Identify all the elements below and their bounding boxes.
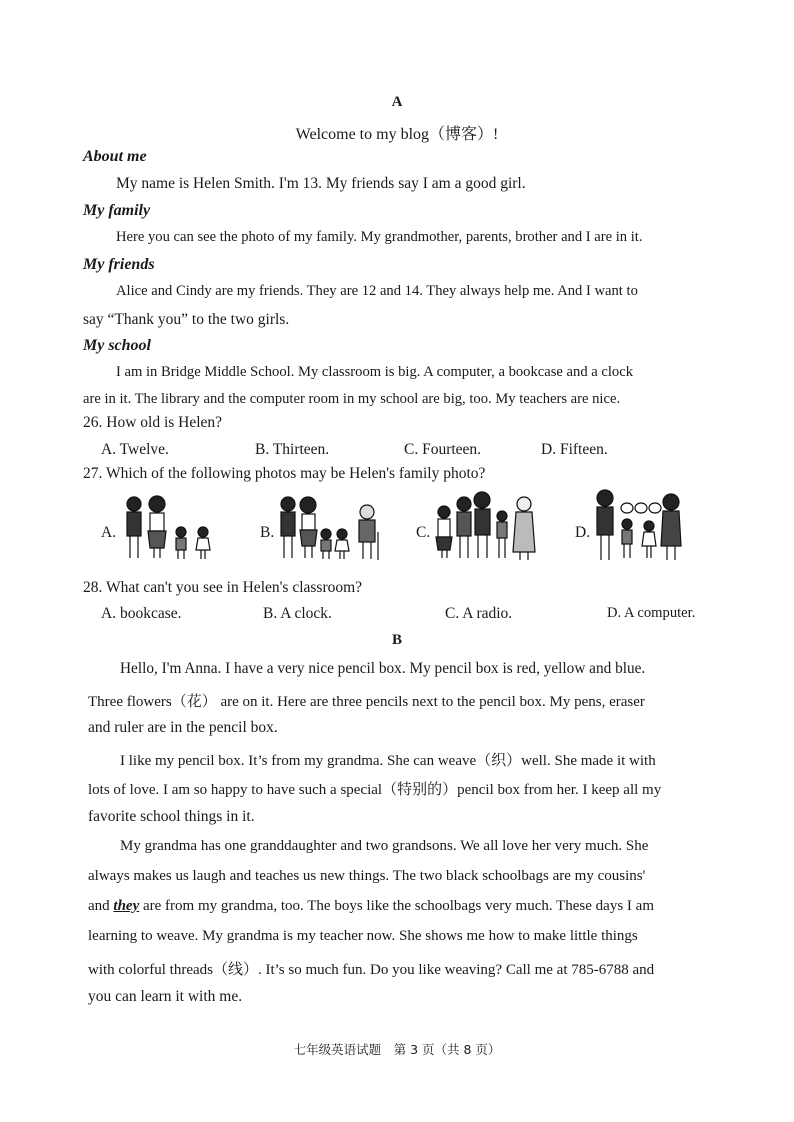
- family-photo-b[interactable]: [276, 492, 386, 566]
- q26-option-d[interactable]: D. Fifteen.: [541, 441, 608, 458]
- heading-my-friends: My friends: [83, 256, 155, 273]
- q28-option-a[interactable]: A. bookcase.: [101, 605, 182, 622]
- about-me-text: My name is Helen Smith. I'm 13. My friends say I am a good girl.: [116, 175, 526, 192]
- underlined-word-they: they: [113, 898, 140, 914]
- q26-option-b[interactable]: B. Thirteen.: [255, 441, 330, 458]
- b-p3-line3-prefix: and: [88, 898, 114, 914]
- q27-option-a[interactable]: A.: [101, 524, 117, 541]
- b-p2-line3: favorite school things in it.: [88, 808, 255, 825]
- family-photo-a[interactable]: [117, 492, 223, 566]
- q26-stem: 26. How old is Helen?: [83, 414, 223, 431]
- q28-option-d[interactable]: D. A computer.: [607, 605, 696, 621]
- b-p1-line2: Three flowers（花） are on it. Here are three pencils next to the pencil box. My pens, eraser: [88, 694, 645, 710]
- my-friends-text-2: say “Thank you” to the two girls.: [83, 311, 290, 328]
- my-family-text: Here you can see the photo of my family. My grandmother, parents, brother and I are in it.: [116, 229, 643, 245]
- b-p2-line2: lots of love. I am so happy to have such a special（特别的）pencil box from her. I keep all my: [88, 782, 662, 798]
- b-p3-line3: [88, 898, 654, 915]
- heading-my-school: My school: [83, 337, 151, 354]
- q27-option-d[interactable]: D.: [575, 524, 591, 541]
- q26-option-c[interactable]: C. Fourteen.: [404, 441, 482, 458]
- q28-option-c[interactable]: C. A radio.: [445, 605, 513, 622]
- my-friends-text-1: Alice and Cindy are my friends. They are 12 and 14. They always help me. And I want to: [116, 283, 638, 299]
- q26-option-a[interactable]: A. Twelve.: [101, 441, 169, 458]
- part-b-label: B: [391, 632, 402, 648]
- b-p3-line6: you can learn it with me.: [88, 988, 243, 1005]
- part-a-label: A: [391, 94, 403, 110]
- b-p3-line4: learning to weave. My grandma is my teacher now. She shows me how to make little things: [88, 928, 638, 944]
- heading-my-family: My family: [83, 202, 151, 219]
- q28-option-b[interactable]: B. A clock.: [263, 605, 332, 622]
- b-p3-line5: with colorful threads（线）. It’s so much fun. Do you like weaving? Call me at 785-6788 and: [88, 962, 655, 978]
- b-p2-line1: I like my pencil box. It’s from my grandma. She can weave（织）well. She made it with: [120, 753, 656, 769]
- my-school-text-1: I am in Bridge Middle School. My classroom is big. A computer, a bookcase and a clock: [116, 364, 633, 380]
- q27-option-c[interactable]: C.: [416, 524, 431, 541]
- b-p1-line3: and ruler are in the pencil box.: [88, 719, 278, 736]
- heading-about-me: About me: [83, 148, 147, 165]
- b-p3-line3-rest: are from my grandma, too. The boys like the schoolbags very much. These days I am: [139, 898, 654, 914]
- family-photo-c[interactable]: [432, 490, 544, 566]
- b-p3-line1: My grandma has one granddaughter and two grandsons. We all love her very much. She: [120, 838, 649, 854]
- my-school-text-2: are in it. The library and the computer room in my school are big, too. My teachers are nice.: [83, 391, 621, 407]
- b-p1-line1: Hello, I'm Anna. I have a very nice pencil box. My pencil box is red, yellow and blue.: [120, 660, 646, 677]
- q27-option-b[interactable]: B.: [260, 524, 275, 541]
- q28-stem: 28. What can't you see in Helen's classroom?: [83, 579, 363, 596]
- blog-title: Welcome to my blog（博客）!: [295, 126, 499, 143]
- q27-stem: 27. Which of the following photos may be Helen's family photo?: [83, 465, 486, 482]
- family-photo-d[interactable]: [591, 488, 695, 566]
- page-footer: 七年级英语试题 第 3 页（共 8 页）: [293, 1042, 501, 1057]
- b-p3-line2: always makes us laugh and teaches us new things. The two black schoolbags are my cousins': [88, 868, 646, 884]
